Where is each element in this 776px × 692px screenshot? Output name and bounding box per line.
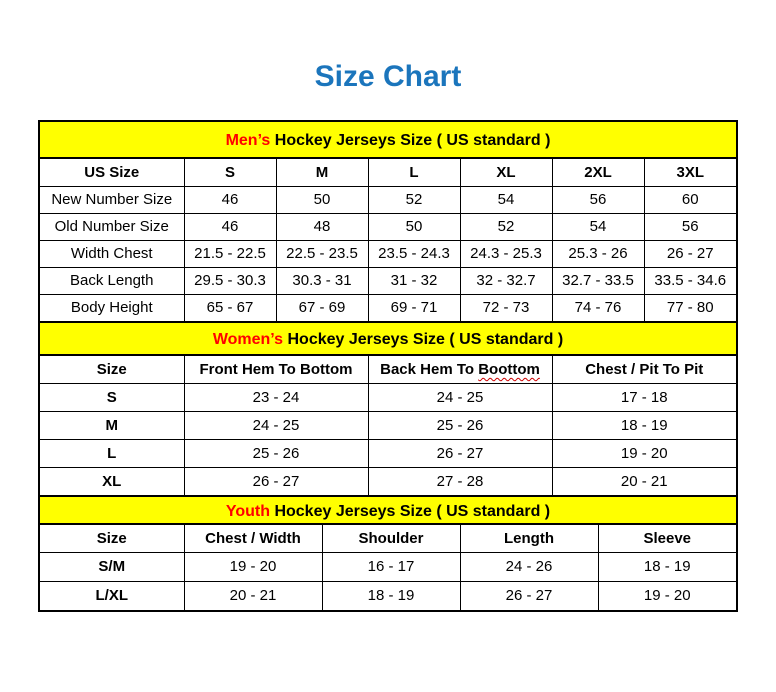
womens-row-label: M [40, 412, 184, 440]
womens-value-cell: 24 - 25 [184, 412, 368, 440]
mens-value-cell: 48 [276, 213, 368, 240]
mens-value-cell: 54 [552, 213, 644, 240]
youth-row-label: L/XL [40, 581, 184, 610]
womens-value-cell: 27 - 28 [368, 468, 552, 496]
womens-column-header: Back Hem To Boottom [368, 356, 552, 384]
womens-size-table [40, 356, 736, 497]
mens-column-header: US Size [40, 159, 184, 186]
womens-column-header: Size [40, 356, 184, 384]
youth-header-row [40, 525, 736, 552]
mens-band-title: Men’s Hockey Jerseys Size ( US standard ) [40, 122, 736, 159]
womens-value-cell: 17 - 18 [552, 384, 736, 412]
mens-value-cell: 32.7 - 33.5 [552, 267, 644, 294]
womens-value-cell: 18 - 19 [552, 412, 736, 440]
mens-value-cell: 56 [644, 213, 736, 240]
mens-value-cell: 54 [460, 186, 552, 213]
mens-column-header: 3XL [644, 159, 736, 186]
youth-column-header: Sleeve [598, 525, 736, 552]
mens-row-label: Old Number Size [40, 213, 184, 240]
mens-table-row [40, 267, 736, 294]
mens-table-row [40, 240, 736, 267]
mens-value-cell: 56 [552, 186, 644, 213]
mens-row-label: New Number Size [40, 186, 184, 213]
youth-row-label: S/M [40, 552, 184, 581]
page-title: Size Chart [314, 60, 462, 93]
mens-header-row [40, 159, 736, 186]
womens-table-row [40, 468, 736, 496]
womens-value-cell: 19 - 20 [552, 440, 736, 468]
mens-value-cell: 30.3 - 31 [276, 267, 368, 294]
mens-body [40, 186, 736, 321]
mens-table-row [40, 294, 736, 321]
womens-band-highlight: Women’s [212, 330, 284, 348]
mens-value-cell: 52 [460, 213, 552, 240]
mens-value-cell: 25.3 - 26 [552, 240, 644, 267]
womens-band-title: Women’s Hockey Jerseys Size ( US standard ) [40, 322, 736, 356]
mens-value-cell: 29.5 - 30.3 [184, 267, 276, 294]
mens-section [40, 122, 736, 322]
mens-column-header: L [368, 159, 460, 186]
mens-table-row [40, 186, 736, 213]
mens-value-cell: 60 [644, 186, 736, 213]
mens-value-cell: 69 - 71 [368, 294, 460, 321]
mens-value-cell: 21.5 - 22.5 [184, 240, 276, 267]
mens-column-header: M [276, 159, 368, 186]
mens-table-row [40, 213, 736, 240]
womens-column-header: Front Hem To Bottom [184, 356, 368, 384]
mens-value-cell: 31 - 32 [368, 267, 460, 294]
youth-header-row-group [40, 525, 736, 552]
mens-value-cell: 50 [368, 213, 460, 240]
womens-value-cell: 23 - 24 [184, 384, 368, 412]
youth-value-cell: 18 - 19 [598, 552, 736, 581]
mens-value-cell: 72 - 73 [460, 294, 552, 321]
youth-section [40, 496, 736, 610]
womens-column-header: Chest / Pit To Pit [552, 356, 736, 384]
womens-value-cell: 25 - 26 [368, 412, 552, 440]
mens-size-table [40, 159, 736, 322]
mens-row-label: Body Height [40, 294, 184, 321]
mens-value-cell: 77 - 80 [644, 294, 736, 321]
womens-value-cell: 24 - 25 [368, 384, 552, 412]
womens-section [40, 322, 736, 497]
mens-value-cell: 26 - 27 [644, 240, 736, 267]
misspelled-word: Boottom [478, 360, 540, 378]
womens-row-label: XL [40, 468, 184, 496]
mens-row-label: Back Length [40, 267, 184, 294]
youth-table-row [40, 552, 736, 581]
youth-value-cell: 18 - 19 [322, 581, 460, 610]
mens-value-cell: 33.5 - 34.6 [644, 267, 736, 294]
mens-header-row-group [40, 159, 736, 186]
womens-value-cell: 25 - 26 [184, 440, 368, 468]
womens-value-cell: 26 - 27 [184, 468, 368, 496]
mens-value-cell: 32 - 32.7 [460, 267, 552, 294]
womens-header-row-group [40, 356, 736, 384]
youth-band-title: Youth Hockey Jerseys Size ( US standard ) [40, 496, 736, 525]
womens-row-label: S [40, 384, 184, 412]
mens-value-cell: 74 - 76 [552, 294, 644, 321]
womens-table-row [40, 384, 736, 412]
womens-value-cell: 26 - 27 [368, 440, 552, 468]
mens-value-cell: 23.5 - 24.3 [368, 240, 460, 267]
youth-value-cell: 26 - 27 [460, 581, 598, 610]
youth-value-cell: 20 - 21 [184, 581, 322, 610]
womens-table-row [40, 440, 736, 468]
mens-row-label: Width Chest [40, 240, 184, 267]
youth-band-highlight: Youth [225, 503, 270, 520]
mens-column-header: S [184, 159, 276, 186]
womens-row-label: L [40, 440, 184, 468]
mens-column-header: 2XL [552, 159, 644, 186]
mens-value-cell: 65 - 67 [184, 294, 276, 321]
youth-value-cell: 16 - 17 [322, 552, 460, 581]
mens-value-cell: 46 [184, 213, 276, 240]
youth-value-cell: 19 - 20 [598, 581, 736, 610]
mens-column-header: XL [460, 159, 552, 186]
youth-column-header: Shoulder [322, 525, 460, 552]
womens-header-row [40, 356, 736, 384]
mens-value-cell: 46 [184, 186, 276, 213]
mens-value-cell: 50 [276, 186, 368, 213]
size-chart [38, 120, 738, 612]
youth-size-table [40, 525, 736, 610]
youth-body [40, 552, 736, 610]
womens-table-row [40, 412, 736, 440]
youth-column-header: Size [40, 525, 184, 552]
womens-body [40, 384, 736, 496]
mens-value-cell: 22.5 - 23.5 [276, 240, 368, 267]
womens-value-cell: 20 - 21 [552, 468, 736, 496]
mens-value-cell: 52 [368, 186, 460, 213]
youth-table-row [40, 581, 736, 610]
youth-column-header: Chest / Width [184, 525, 322, 552]
youth-column-header: Length [460, 525, 598, 552]
youth-value-cell: 24 - 26 [460, 552, 598, 581]
mens-value-cell: 24.3 - 25.3 [460, 240, 552, 267]
mens-band-highlight: Men’s [225, 132, 271, 149]
youth-value-cell: 19 - 20 [184, 552, 322, 581]
mens-value-cell: 67 - 69 [276, 294, 368, 321]
